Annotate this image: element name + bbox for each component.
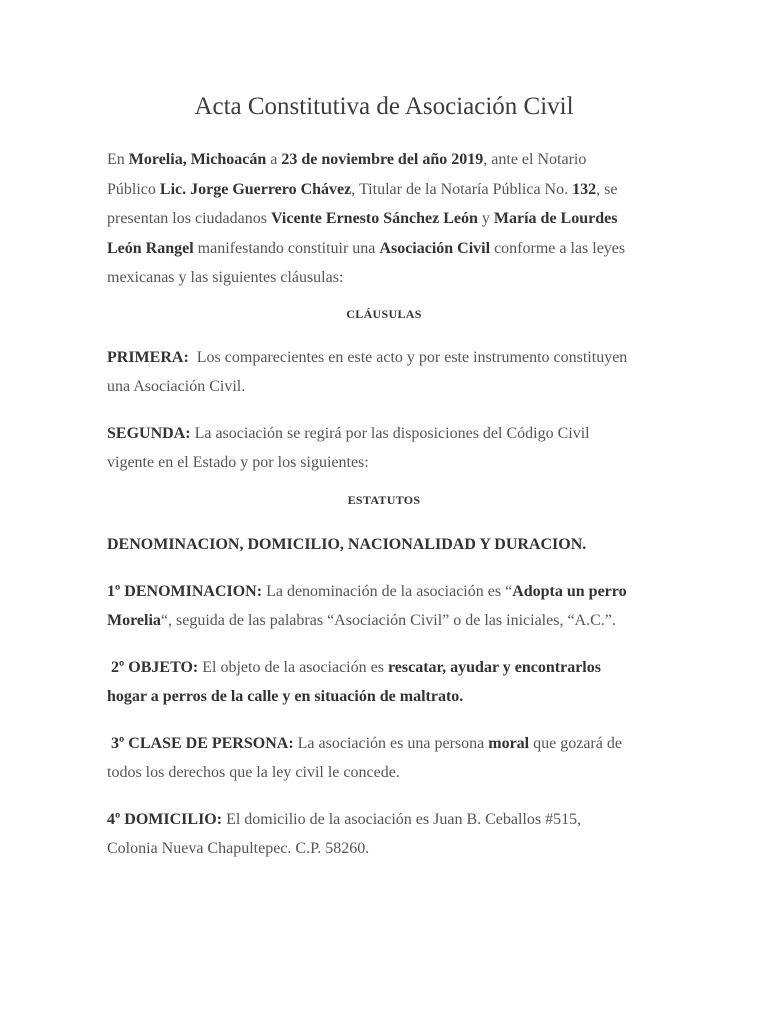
- clausulas-heading: CLÁUSULAS: [346, 306, 422, 321]
- notary-name: Lic. Jorge Guerrero Chávez: [159, 180, 352, 198]
- clause-label: PRIMERA:: [107, 348, 189, 366]
- article-line: Colonia Nueva Chapultepec. C.P. 58260.: [107, 840, 370, 857]
- intro-line: [107, 234, 661, 264]
- text-run: Los comparecientes en este acto y por este instrumento constituyen: [188, 348, 628, 366]
- estatutos-heading: ESTATUTOS: [347, 492, 421, 507]
- person-type: moral: [488, 734, 530, 752]
- text-run: La asociación se regirá por las disposiciones del Código Civil: [190, 424, 590, 442]
- article-label: 4º DOMICILIO:: [107, 810, 223, 828]
- article-2: [107, 653, 661, 712]
- article-line: [107, 729, 661, 759]
- document-title: Acta Constitutiva de Asociación Civil: [194, 93, 574, 120]
- document-date: 23 de noviembre del año 2019: [281, 151, 484, 168]
- text-run: La denominación de la asociación es “: [262, 582, 513, 600]
- text-run: , se: [596, 180, 618, 198]
- clause-primera: [107, 343, 661, 402]
- text-run: , ante el Notario: [483, 151, 587, 168]
- text-run: El objeto de la asociación es: [198, 658, 388, 676]
- city-name: Morelia, Michoacán: [128, 151, 267, 168]
- text-run: presentan los ciudadanos: [107, 210, 271, 227]
- text-run: a: [266, 151, 282, 168]
- article-line: [107, 606, 661, 636]
- entity-type: Asociación Civil: [379, 239, 491, 257]
- denominacion-heading: DENOMINACION, DOMICILIO, NACIONALIDAD Y DURACION.: [107, 535, 587, 553]
- article-label: 2º OBJETO:: [107, 658, 199, 676]
- clause-line: [107, 419, 661, 449]
- association-name: Morelia: [107, 612, 161, 629]
- text-run: y: [477, 210, 494, 227]
- text-run: , Titular de la Notaría Pública No.: [351, 180, 573, 198]
- text-run: “, seguida de las palabras “Asociación Civil” o de las iniciales, “A.C.”.: [160, 612, 616, 629]
- text-run: Público: [107, 180, 160, 198]
- intro-line: [107, 175, 661, 205]
- article-line: [107, 577, 661, 607]
- text-run: La asociación es una persona: [293, 734, 489, 752]
- text-run: conforme a las leyes: [490, 239, 626, 257]
- article-label: 3º CLASE DE PERSONA:: [107, 734, 294, 752]
- article-line: [107, 682, 661, 712]
- clause-label: SEGUNDA:: [107, 424, 191, 442]
- article-4: [107, 805, 661, 864]
- intro-paragraph: [107, 145, 661, 293]
- article-label: 1º DENOMINACION:: [107, 582, 263, 600]
- citizen-name: María de Lourdes: [493, 210, 618, 227]
- article-line: [107, 805, 661, 835]
- intro-line: [107, 145, 661, 175]
- intro-line: [107, 204, 661, 234]
- purpose-text: hogar a perros de la calle y en situación de maltrato.: [107, 688, 464, 705]
- citizen-name: León Rangel: [107, 239, 194, 257]
- association-name: Adopta un perro: [512, 582, 627, 600]
- clause-segunda: [107, 419, 661, 478]
- clause-line: una Asociación Civil.: [107, 378, 246, 395]
- citizen-name: Vicente Ernesto Sánchez León: [270, 210, 478, 227]
- text-run: El domicilio de la asociación es Juan B. Ceballos #515,: [222, 810, 582, 828]
- text-run: En: [107, 151, 129, 168]
- article-line: todos los derechos que la ley civil le concede.: [107, 764, 400, 781]
- article-line: [107, 653, 661, 683]
- text-run: manifestando constituir una: [193, 239, 380, 257]
- clause-line: vigente en el Estado y por los siguientes:: [107, 454, 369, 471]
- clause-line: [107, 343, 661, 373]
- notary-number: 132: [572, 180, 597, 198]
- purpose-text: rescatar, ayudar y encontrarlos: [387, 658, 601, 676]
- article-1: [107, 577, 661, 636]
- article-3: [107, 729, 661, 788]
- text-run: que gozará de: [529, 734, 622, 752]
- intro-line: mexicanas y las siguientes cláusulas:: [107, 269, 344, 286]
